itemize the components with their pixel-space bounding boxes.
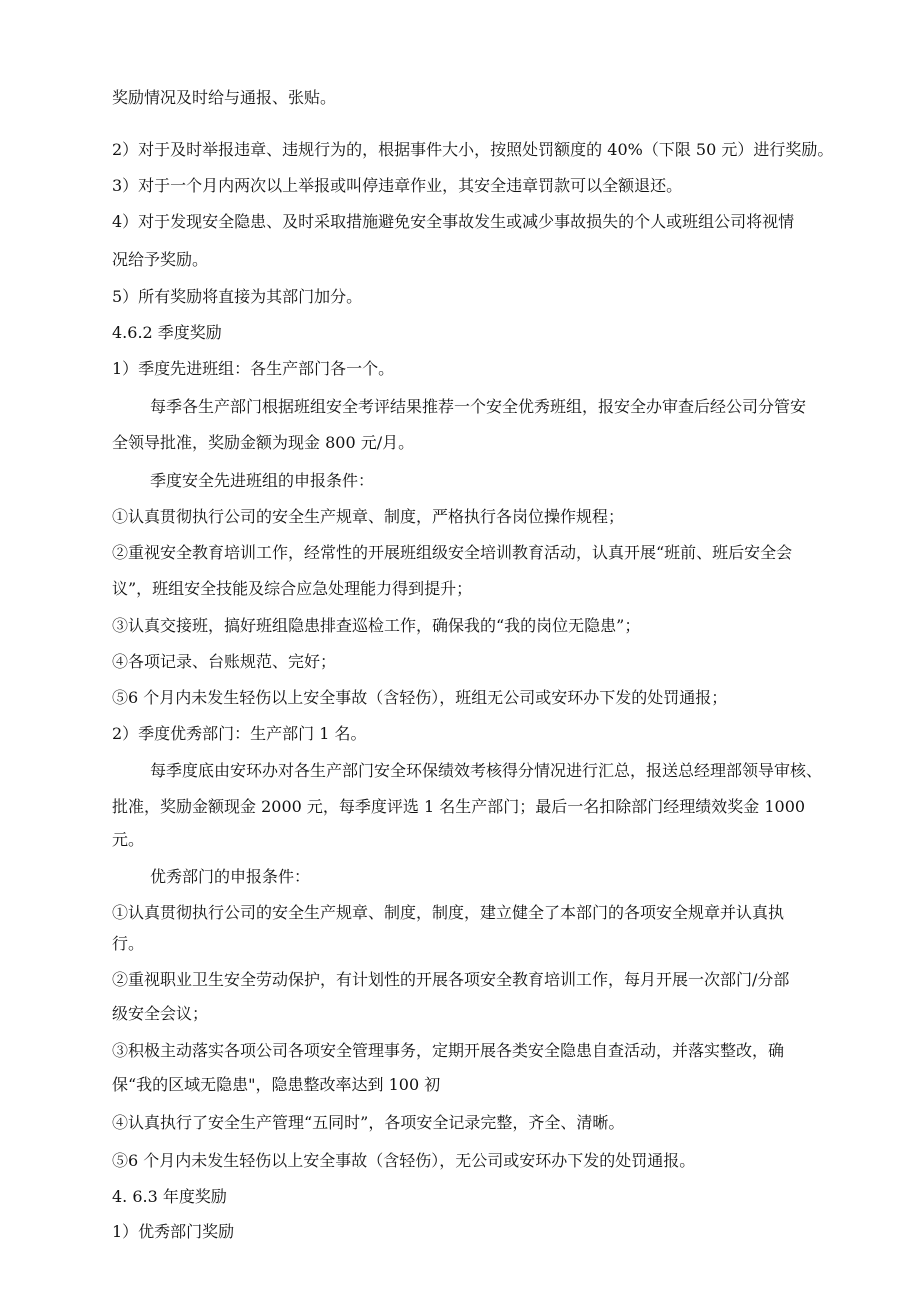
text-line: 每季度底由安环办对各生产部门安全环保绩效考核得分情况进行汇总，报送总经理部领导审核、 xyxy=(150,761,823,780)
section-heading: 4.6.2 季度奖励 xyxy=(112,323,222,342)
text-line: ④各项记录、台账规范、完好； xyxy=(112,652,337,671)
text-line: 批准，奖励金额现金 2000 元，每季度评选 1 名生产部门；最后一名扣除部门经理绩效奖金 1000 xyxy=(112,797,806,816)
text-line: ①认真贯彻执行公司的安全生产规章、制度，严格执行各岗位操作规程； xyxy=(112,507,625,526)
text-line: 全领导批准，奖励金额为现金 800 元/月。 xyxy=(112,433,415,452)
text-line: ④认真执行了安全生产管理“五同时”，各项安全记录完整，齐全、清晰。 xyxy=(112,1113,625,1132)
text-line: 1）季度先进班组：各生产部门各一个。 xyxy=(112,359,395,378)
text-line: 级安全会议； xyxy=(112,1004,209,1023)
text-line: 2）季度优秀部门：生产部门 1 名。 xyxy=(112,724,367,743)
text-line: 1）优秀部门奖励 xyxy=(112,1222,235,1241)
text-line: ②重视安全教育培训工作，经常性的开展班组级安全培训教育活动，认真开展“班前、班后安全会 xyxy=(112,543,793,562)
section-heading: 4. 6.3 年度奖励 xyxy=(112,1187,227,1206)
text-line: 优秀部门的申报条件： xyxy=(150,867,311,886)
text-line: 5）所有奖励将直接为其部门加分。 xyxy=(112,287,363,306)
text-line: 奖励情况及时给与通报、张贴。 xyxy=(112,88,337,107)
text-line: 每季各生产部门根据班组安全考评结果推荐一个安全优秀班组，报安全办审查后经公司分管安 xyxy=(150,397,807,416)
text-line: 行。 xyxy=(112,934,145,953)
text-line: 3）对于一个月内两次以上举报或叫停违章作业，其安全违章罚款可以全额退还。 xyxy=(112,176,683,195)
text-line: 况给予奖励。 xyxy=(112,250,209,269)
text-line: 议”，班组安全技能及综合应急处理能力得到提升； xyxy=(112,579,473,598)
text-line: 保“我的区域无隐患"，隐患整改率达到 100 初 xyxy=(112,1075,441,1094)
text-line: ⑤6 个月内未发生轻伤以上安全事故（含轻伤），班组无公司或安环办下发的处罚通报； xyxy=(112,688,728,707)
text-line: 4）对于发现安全隐患、及时采取措施避免安全事故发生或减少事故损失的个人或班组公司将视情 xyxy=(112,212,795,231)
text-line: ⑤6 个月内未发生轻伤以上安全事故（含轻伤），无公司或安环办下发的处罚通报。 xyxy=(112,1151,696,1170)
text-line: ①认真贯彻执行公司的安全生产规章、制度，制度，建立健全了本部门的各项安全规章并认真执 xyxy=(112,903,785,922)
text-line: 季度安全先进班组的申报条件： xyxy=(150,471,375,490)
text-line: ③积极主动落实各项公司各项安全管理事务，定期开展各类安全隐患自查活动，并落实整改，确 xyxy=(112,1041,785,1060)
text-line: ②重视职业卫生安全劳动保护，有计划性的开展各项安全教育培训工作，每月开展一次部门/分部 xyxy=(112,970,790,989)
text-line: 2）对于及时举报违章、违规行为的，根据事件大小，按照处罚额度的 40%（下限 50 元）进行奖励。 xyxy=(112,140,834,159)
text-line: ③认真交接班，搞好班组隐患排查巡检工作，确保我的“我的岗位无隐患”； xyxy=(112,616,641,635)
text-line: 元。 xyxy=(112,830,145,849)
